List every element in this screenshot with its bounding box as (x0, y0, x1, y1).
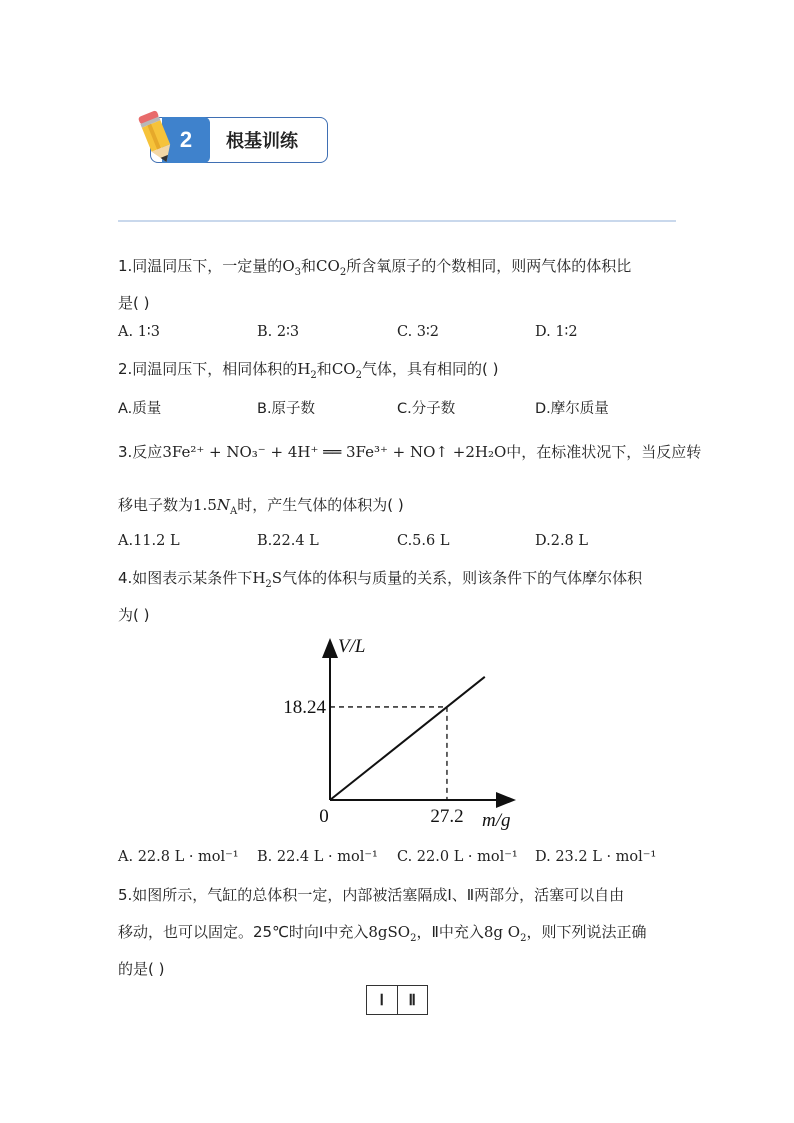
y-tick-label: 18.24 (283, 696, 326, 718)
question-3-option-c[interactable]: C.5.6 L (397, 533, 450, 549)
question-4-option-d[interactable]: D. 23.2 L · mol⁻¹ (535, 849, 657, 865)
question-2-option-d[interactable]: D.摩尔质量 (535, 401, 609, 417)
question-2-option-a[interactable]: A.质量 (118, 401, 162, 417)
origin-label: 0 (319, 806, 329, 827)
x-tick-label: 27.2 (430, 806, 464, 827)
question-3-option-b[interactable]: B.22.4 L (257, 533, 319, 549)
question-3-option-a[interactable]: A.11.2 L (118, 533, 180, 549)
question-2-option-c[interactable]: C.分子数 (397, 401, 456, 417)
question-5-stem-line3: 的是( ) (118, 960, 165, 978)
question-4-stem: 4.如图表示某条件下$H_2S$气体的体积与质量的关系，则该条件下的气体摩尔体积 (118, 569, 643, 590)
question-1-stem-line2: 是( ) (118, 294, 150, 312)
reaction-equation: 3Fe²⁺ + NO₃⁻ + 4H⁺ ══ 3Fe³⁺ + NO↑ +2H₂O (162, 443, 507, 461)
question-5-stem-line2: 移动，也可以固定。25℃时向Ⅰ中充入8gSO$_2$，Ⅱ中充入8g $O_2$，则下列说法正确 (118, 923, 647, 944)
section-title: 根基训练 (226, 131, 298, 152)
question-1-stem: 1.同温同压下，一定量的$O_3$和$CO_2$所含氧原子的个数相同，则两气体的体积比 (118, 257, 632, 278)
chamber-1-label: Ⅰ (379, 992, 384, 1009)
question-1-option-b[interactable]: B. 2∶3 (257, 324, 300, 340)
question-4-option-c[interactable]: C. 22.0 L · mol⁻¹ (397, 849, 518, 865)
question-4-option-a[interactable]: A. 22.8 L · mol⁻¹ (118, 849, 239, 865)
divider (118, 220, 676, 222)
volume-mass-chart (283, 632, 530, 837)
x-axis-label: m/g (482, 810, 511, 831)
question-1-option-d[interactable]: D. 1∶2 (535, 324, 578, 340)
series-line (330, 677, 485, 800)
question-4-option-b[interactable]: B. 22.4 L · mol⁻¹ (257, 849, 378, 865)
cylinder-diagram (366, 985, 428, 1015)
question-3-option-d[interactable]: D.2.8 L (535, 533, 589, 549)
question-3-stem: 3.反应3Fe²⁺ + NO₃⁻ + 4H⁺ ══ 3Fe³⁺ + NO↑ +2H₂O中，在标准状况下，当反应转 (118, 443, 702, 461)
question-3-stem-line2: 移电子数为$1.5N_A$时，产生气体的体积为( ) (118, 496, 404, 517)
pencil-icon (132, 106, 180, 166)
question-1-option-a[interactable]: A. 1∶3 (118, 324, 160, 340)
question-1-option-c[interactable]: C. 3∶2 (397, 324, 440, 340)
question-2-option-b[interactable]: B.原子数 (257, 401, 316, 417)
section-number-badge: 2 (162, 117, 210, 163)
question-2-stem: 2.同温同压下，相同体积的$H_2$和$CO_2$气体，具有相同的( ) (118, 360, 499, 381)
question-5-stem: 5.如图所示，气缸的总体积一定，内部被活塞隔成Ⅰ、Ⅱ两部分，活塞可以自由 (118, 886, 625, 904)
y-axis-label: V/L (338, 636, 366, 657)
chamber-2-label: Ⅱ (397, 986, 428, 1014)
question-4-stem-line2: 为( ) (118, 606, 150, 624)
